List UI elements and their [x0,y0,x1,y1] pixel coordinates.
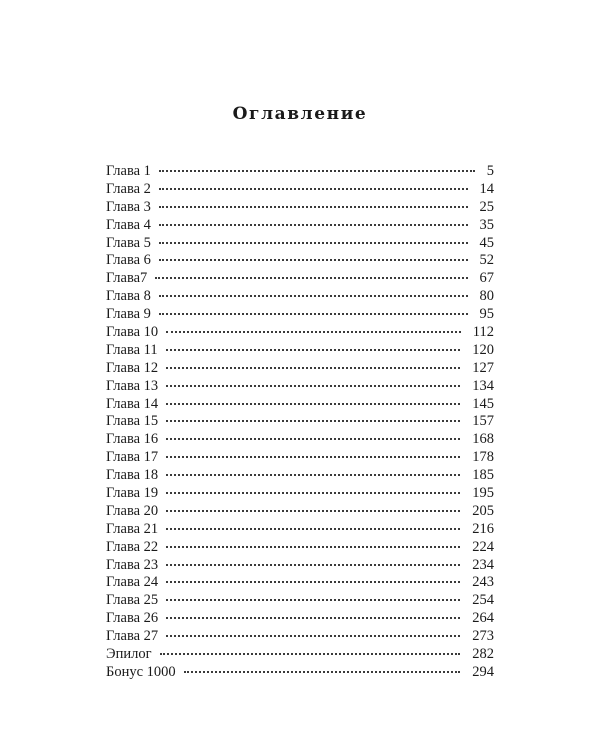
toc-entry-page-number: 264 [472,610,494,627]
toc-entry [106,217,494,235]
toc-entry [106,378,494,396]
toc-entry [106,557,494,575]
dot-leader [166,492,460,494]
toc-entry-page-number: 112 [472,324,494,341]
toc-entry [106,181,494,199]
dot-leader [166,599,460,601]
toc-entry [106,235,494,253]
toc-entry-page-number: 157 [472,413,494,430]
toc-entry-label: Глава 10 [106,324,159,341]
toc-entry-label: Глава 23 [106,556,159,573]
dot-leader [159,206,468,208]
toc-entry-label: Глава 25 [106,592,159,609]
toc-entry-page-number: 25 [479,198,494,215]
toc-entry [106,628,494,646]
toc-entry-page-number: 282 [472,646,494,663]
dot-leader [166,581,460,583]
toc-entry-label: Глава 13 [106,377,159,394]
dot-leader [166,385,460,387]
dot-leader [166,564,460,566]
dot-leader [159,295,468,297]
toc-entry-label: Бонус 1000 [106,663,176,680]
toc-entry-page-number: 294 [472,663,494,680]
toc-entry-page-number: 120 [472,341,494,358]
toc-entry-page-number: 145 [472,395,494,412]
dot-leader [166,420,460,422]
dot-leader [159,259,468,261]
toc-entry-label: Глава 27 [106,628,159,645]
toc-entry-page-number: 224 [472,538,494,555]
toc-entry-label: Глава 17 [106,449,159,466]
dot-leader [166,635,460,637]
toc-entry-page-number: 185 [472,467,494,484]
toc-entry-label: Глава 2 [106,180,151,197]
toc-entry-page-number: 14 [479,180,494,197]
toc-entry-label: Глава 22 [106,538,159,555]
dot-leader [166,438,460,440]
toc-entry [106,610,494,628]
dot-leader [166,349,461,351]
toc-entry [106,342,494,360]
toc-entry [106,306,494,324]
toc-entry [106,539,494,557]
toc-entry-page-number: 45 [479,234,494,251]
dot-leader [155,277,467,279]
toc-entry [106,521,494,539]
dot-leader [166,474,460,476]
toc-entry-page-number: 127 [472,359,494,376]
toc-entry [106,467,494,485]
toc-entry-label: Глава 12 [106,359,159,376]
toc-entry [106,396,494,414]
toc-entry-label: Глава 9 [106,306,151,323]
toc-entry [106,163,494,181]
toc-entry-label: Глава 16 [106,431,159,448]
toc-entry-page-number: 35 [479,216,494,233]
toc-entry [106,449,494,467]
toc-entry [106,503,494,521]
toc-entry [106,360,494,378]
toc-entry-page-number: 95 [479,306,494,323]
toc-entry [106,431,494,449]
toc-entry-label: Глава 20 [106,502,159,519]
toc-title: Оглавление [232,104,368,124]
toc-entry-label: Глава 15 [106,413,159,430]
dot-leader [166,403,460,405]
toc-entry-label: Глава 3 [106,198,151,215]
toc-entry-page-number: 205 [472,502,494,519]
dot-leader [184,671,461,673]
toc-entry-page-number: 178 [472,449,494,466]
dot-leader [159,188,468,190]
toc-entry-label: Глава 14 [106,395,159,412]
toc-entry-page-number: 5 [486,163,494,179]
toc-entry-label: Глава 11 [106,341,158,358]
dot-leader [166,546,460,548]
dot-leader [160,653,461,655]
dot-leader [166,331,461,333]
toc-entry-label: Глава 26 [106,610,159,627]
toc-entry-page-number: 234 [472,556,494,573]
toc-entry-label: Глава 8 [106,288,151,305]
toc-entry [106,664,494,682]
toc-entry-page-number: 195 [472,485,494,502]
toc-entry-label: Эпилог [106,646,152,663]
dot-leader [159,242,468,244]
toc-entry-label: Глава 1 [106,163,151,179]
toc-entry [106,324,494,342]
toc-entry-page-number: 80 [479,288,494,305]
toc-entry [106,199,494,217]
toc-entry [106,252,494,270]
toc-entry-page-number: 254 [472,592,494,609]
dot-leader [159,313,468,315]
dot-leader [166,367,460,369]
toc-entry-label: Глава 5 [106,234,151,251]
toc-entry [106,485,494,503]
toc-entry [106,646,494,664]
toc-entry [106,288,494,306]
toc-entry-label: Глава 4 [106,216,151,233]
toc-entry-label: Глава 19 [106,485,159,502]
toc-entry-label: Глава 6 [106,252,151,269]
dot-leader [166,456,460,458]
toc-entry-page-number: 243 [472,574,494,591]
toc-entry-page-number: 52 [479,252,494,269]
toc-entry [106,592,494,610]
dot-leader [166,528,460,530]
toc-entry-page-number: 67 [479,270,494,287]
toc-entry-page-number: 134 [472,377,494,394]
toc-entry [106,270,494,288]
toc-entry-label: Глава 24 [106,574,159,591]
toc-entry-page-number: 168 [472,431,494,448]
toc-entry-page-number: 216 [472,520,494,537]
toc-entry-page-number: 273 [472,628,494,645]
dot-leader [159,224,468,226]
toc-entry-label: Глава 21 [106,520,159,537]
dot-leader [159,170,475,172]
dot-leader [166,510,460,512]
toc-entry-label: Глава 18 [106,467,159,484]
toc-entry [106,574,494,592]
toc-entry-label: Глава7 [106,270,148,287]
dot-leader [166,617,460,619]
toc-entry [106,413,494,431]
toc-list [106,163,494,682]
